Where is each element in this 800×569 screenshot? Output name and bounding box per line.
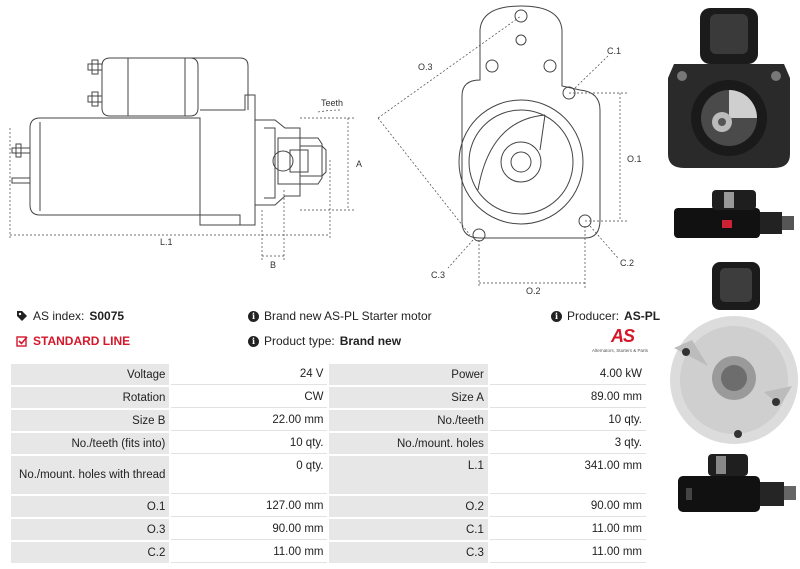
spec-label: No./mount. holes with thread: [11, 456, 169, 494]
starter-motor-diagram: [0, 0, 655, 300]
label-l1: L.1: [160, 237, 173, 247]
tag-icon: [16, 310, 28, 322]
spec-value: 0 qty.: [171, 456, 327, 494]
label-o2: O.2: [526, 286, 541, 296]
info-icon: i: [248, 336, 259, 347]
producer-label: Producer:: [567, 309, 620, 323]
label-teeth: Teeth: [321, 98, 344, 108]
technical-drawing: [0, 0, 655, 300]
label-c1: C.1: [607, 46, 622, 56]
as-index-value: S0075: [89, 309, 125, 323]
photo-front-flange[interactable]: [662, 4, 796, 174]
checkbox-checked-icon: [16, 335, 28, 347]
label-b: B: [270, 260, 277, 270]
spec-value: 11.00 mm: [171, 542, 327, 563]
spec-value: 10 qty.: [171, 433, 327, 454]
spec-value: 24 V: [171, 364, 327, 385]
table-row: [11, 410, 646, 431]
producer-value: AS-PL: [624, 309, 661, 323]
photo-side-view-2[interactable]: [664, 448, 798, 530]
as-pl-logo: [585, 326, 655, 356]
table-row: [11, 387, 646, 408]
spec-value: 90.00 mm: [490, 496, 646, 517]
spec-label: C.1: [329, 519, 487, 540]
standard-line-label: STANDARD LINE: [33, 334, 131, 348]
table-row: [11, 433, 646, 454]
spec-label: Power: [329, 364, 487, 385]
table-row: [11, 542, 646, 563]
spec-label: L.1: [329, 456, 487, 494]
table-row: [11, 519, 646, 540]
spec-value: 11.00 mm: [490, 542, 646, 563]
spec-value: 3 qty.: [490, 433, 646, 454]
spec-label: Size B: [11, 410, 169, 431]
spec-label: Size A: [329, 387, 487, 408]
spec-label: No./teeth (fits into): [11, 433, 169, 454]
as-index-label: AS index:: [33, 309, 85, 323]
label-o1: O.1: [627, 154, 642, 164]
logo-mark: AS: [611, 326, 635, 346]
logo-tagline: Alternators, Starters & Parts: [591, 348, 649, 353]
table-row: [11, 456, 646, 494]
table-row: [11, 364, 646, 385]
spec-label: C.2: [11, 542, 169, 563]
spec-label: O.2: [329, 496, 487, 517]
spec-label: No./teeth: [329, 410, 487, 431]
spec-value: 22.00 mm: [171, 410, 327, 431]
product-type-label: Product type:: [264, 334, 335, 348]
spec-value: 4.00 kW: [490, 364, 646, 385]
spec-label: C.3: [329, 542, 487, 563]
label-c2: C.2: [620, 258, 635, 268]
description-text: Brand new AS-PL Starter motor: [264, 309, 432, 323]
product-type-row: [248, 334, 401, 348]
spec-label: No./mount. holes: [329, 433, 487, 454]
spec-value: 90.00 mm: [171, 519, 327, 540]
spec-value: 89.00 mm: [490, 387, 646, 408]
description-row: [248, 309, 432, 323]
photo-nose-flange[interactable]: [668, 256, 798, 452]
spec-label: Voltage: [11, 364, 169, 385]
spec-value: 10 qty.: [490, 410, 646, 431]
producer-row: [551, 309, 660, 323]
info-icon: i: [248, 311, 259, 322]
table-row: [11, 496, 646, 517]
as-index: [16, 309, 124, 323]
photo-side-view[interactable]: [664, 182, 798, 248]
spec-label: Rotation: [11, 387, 169, 408]
spec-value: 341.00 mm: [490, 456, 646, 494]
spec-value: CW: [171, 387, 327, 408]
spec-value: 11.00 mm: [490, 519, 646, 540]
specs-table: [9, 362, 648, 565]
label-a: A: [356, 159, 363, 169]
spec-label: O.1: [11, 496, 169, 517]
label-c3: C.3: [431, 270, 446, 280]
spec-label: O.3: [11, 519, 169, 540]
spec-value: 127.00 mm: [171, 496, 327, 517]
info-icon: i: [551, 311, 562, 322]
label-o3: O.3: [418, 62, 433, 72]
product-type-value: Brand new: [339, 334, 402, 348]
standard-line: [16, 334, 130, 348]
